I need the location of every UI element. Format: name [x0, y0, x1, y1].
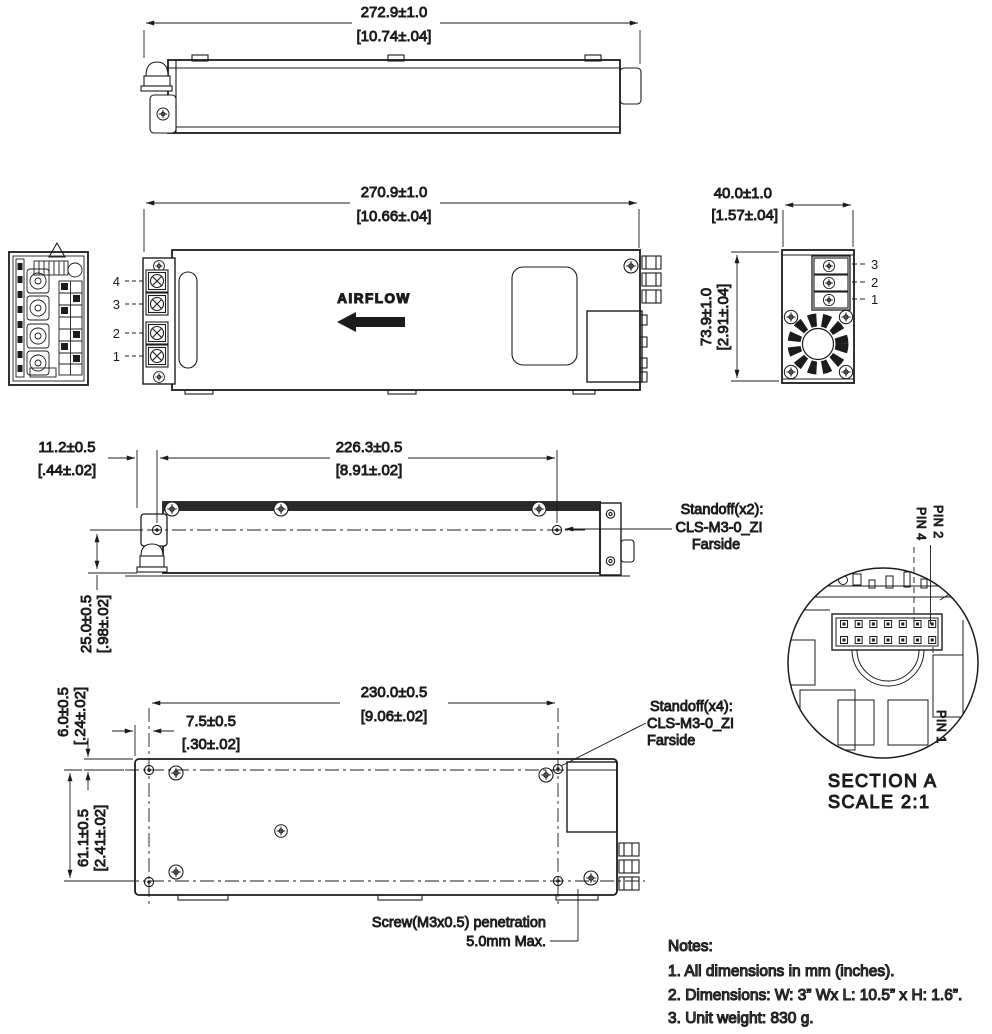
dim-body-length-mm: 270.9±1.0 [360, 184, 428, 201]
end-view [782, 250, 878, 383]
pin-label-4: 4 [112, 274, 120, 289]
front-dip-block [59, 281, 82, 375]
section-a-detail [787, 505, 978, 812]
input-terminal-block [812, 256, 850, 310]
callout-standoff-x4-line3: Farside [647, 733, 696, 749]
ac-inlet-top [587, 311, 642, 382]
dim-top-offset-bottom-mm: 6.0±0.5 [55, 687, 72, 737]
end-pin-labels [852, 257, 878, 307]
end-pin-label-2: 2 [871, 275, 879, 290]
dim-body-width [711, 185, 853, 247]
section-connector [832, 614, 942, 650]
output-terminal-block [143, 258, 175, 384]
note-1: 1. All dimensions in mm (inches). [668, 963, 895, 980]
section-a-scale: SCALE 2:1 [828, 792, 931, 812]
dim-standoff-offset-side [38, 439, 157, 523]
dim-top-offset-bottom-inch: [.24±.02] [72, 686, 89, 746]
dim-standoff-span-bottom-mm: 230.0±0.5 [360, 684, 428, 701]
dim-body-height [698, 252, 779, 381]
dim-edge-offset-bottom-mm: 7.5±0.5 [186, 713, 236, 730]
dim-standoff-height-side-inch: [.98±.02] [95, 594, 112, 654]
callout-screw-line1: Screw(M3x0.5) penetration [371, 915, 546, 931]
pin-label-2: 2 [112, 326, 120, 341]
dim-standoff-height-side [78, 530, 140, 653]
callout-standoff-x2-line2: CLS-M3-0_ZI [675, 520, 763, 536]
dim-edge-offset-bottom [112, 713, 240, 756]
dim-standoff-offset-side-mm: 11.2±0.5 [38, 439, 96, 456]
bottom-connector-fingers [619, 843, 639, 890]
terminal-pin-labels [113, 274, 144, 364]
pin-4-label: PIN 4 [914, 507, 928, 541]
note-3: 3. Unit weight: 830 g. [668, 1010, 814, 1027]
callout-standoff-x4-line2: CLS-M3-0_ZI [647, 716, 735, 732]
dim-standoff-height-bottom-mm: 61.1±0.5 [75, 808, 92, 868]
airflow-arrow-icon [337, 312, 405, 332]
pin-label-1: 1 [112, 349, 120, 364]
dim-standoff-span-side-mm: 226.3±0.5 [335, 439, 403, 456]
label-recess [512, 267, 577, 365]
section-a-title: SECTION A [828, 771, 938, 791]
section-internal-components [787, 572, 978, 750]
notes [668, 938, 962, 1027]
callout-standoff-x4 [561, 699, 734, 766]
rear-tab [620, 68, 641, 104]
dim-standoff-span-bottom-inch: [9.06±.02] [360, 708, 428, 725]
dim-body-height-mm: 73.9±1.0 [698, 287, 715, 347]
front-view [9, 243, 88, 385]
dim-overall-length-mm: 272.9±1.0 [360, 4, 428, 21]
input-connector-fingers [640, 256, 661, 382]
airflow-label: AIRFLOW [337, 291, 411, 306]
side-end-cap [600, 503, 634, 575]
top-view [113, 250, 661, 394]
end-pin-label-1: 1 [871, 292, 879, 307]
dim-standoff-span-side-inch: [8.91±.02] [335, 462, 403, 479]
dim-body-height-inch: [2.91±.04] [715, 283, 732, 351]
callout-screw-line2: 5.0mm Max. [466, 934, 546, 950]
airflow-annotation [337, 291, 411, 332]
section-cut-arrow [49, 243, 65, 257]
dim-standoff-height-bottom-inch: [2.41±.02] [92, 804, 109, 872]
callout-standoff-x2-line3: Farside [691, 537, 741, 553]
fan [794, 320, 842, 368]
note-2: 2. Dimensions: W: 3” Wx L: 10.5” x H: 1.6”. [668, 987, 963, 1004]
end-pin-label-3: 3 [871, 257, 879, 272]
dim-edge-offset-bottom-inch: [.30±.02] [181, 736, 241, 753]
callout-standoff-x2-line1: Standoff(x2): [680, 502, 764, 518]
pin-1-label: PIN 1 [934, 710, 948, 744]
notes-heading: Notes: [668, 938, 713, 955]
dim-standoff-height-side-mm: 25.0±0.5 [78, 594, 95, 654]
mounting-bracket [150, 95, 176, 133]
dim-overall-length-inch: [10.74±.04] [356, 28, 432, 45]
dim-body-length-inch: [10.66±.04] [356, 208, 432, 225]
pin-2-label: PIN 2 [931, 505, 945, 539]
vent-slot [179, 272, 197, 368]
dim-standoff-height-bottom [64, 770, 125, 881]
dim-body-width-inch: [1.57±.04] [711, 207, 778, 224]
front-round-connectors [27, 269, 49, 375]
ac-inlet-bottom [567, 762, 617, 832]
dim-body-length [144, 184, 639, 252]
callout-standoff-x4-line1: Standoff(x4): [650, 699, 733, 715]
top-profile-view [141, 55, 641, 133]
callout-screw-penetration [372, 889, 578, 950]
pin-label-3: 3 [112, 297, 120, 312]
dim-top-offset-bottom [55, 687, 133, 790]
dim-standoff-offset-side-inch: [.44±.02] [37, 462, 97, 479]
dim-body-width-mm: 40.0±1.0 [713, 185, 772, 202]
